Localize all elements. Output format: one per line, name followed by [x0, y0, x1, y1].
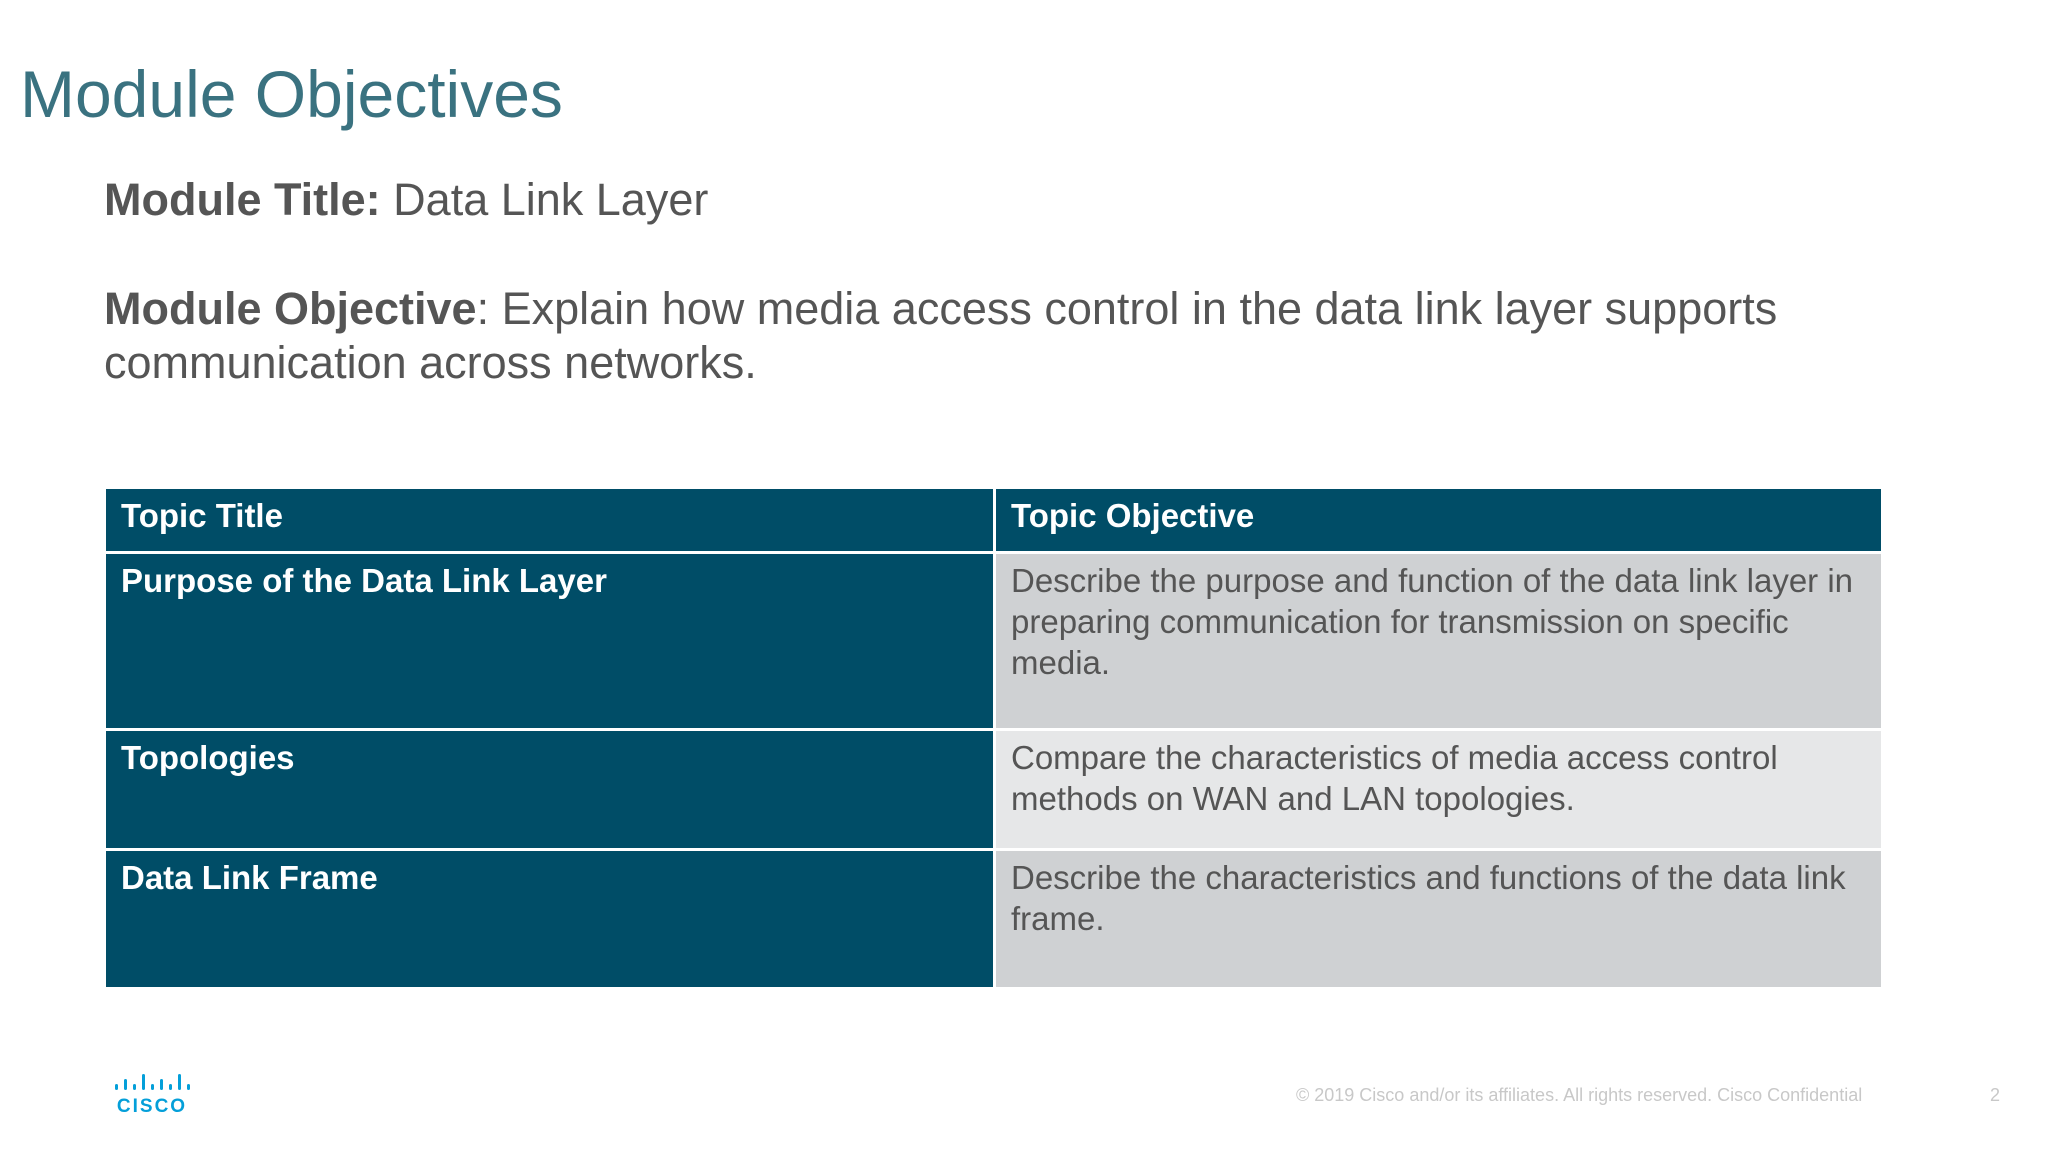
- module-title-label: Module Title:: [104, 174, 381, 225]
- module-title-value: Data Link Layer: [380, 174, 709, 225]
- topic-objective-cell: Describe the purpose and function of the data link layer in preparing communication for transmission on specific media.: [995, 553, 1883, 730]
- module-objective-value: : Explain how media access control in the data link layer supports communication across networks.: [104, 283, 1778, 388]
- topic-title-cell: Topologies: [105, 730, 995, 850]
- table-row: [105, 730, 1883, 850]
- module-title-line: [104, 173, 708, 227]
- topics-table: [103, 486, 1884, 990]
- footer-copyright: © 2019 Cisco and/or its affiliates. All rights reserved. Cisco Confidential: [1296, 1085, 1863, 1105]
- module-objective-line: [104, 282, 1884, 390]
- module-objective-label: Module Objective: [104, 283, 477, 334]
- topic-objective-cell: Describe the characteristics and functions of the data link frame.: [995, 850, 1883, 989]
- table-header-row: [105, 488, 1883, 553]
- topic-title-cell: Purpose of the Data Link Layer: [105, 553, 995, 730]
- table-row: [105, 850, 1883, 989]
- header-topic-objective: Topic Objective: [995, 488, 1883, 553]
- topic-objective-cell: Compare the characteristics of media access control methods on WAN and LAN topologies.: [995, 730, 1883, 850]
- cisco-logo-text: CISCO: [116, 1096, 188, 1116]
- slide-title: Module Objectives: [20, 57, 563, 131]
- page-number: 2: [1990, 1085, 2001, 1105]
- topic-title-cell: Data Link Frame: [105, 850, 995, 989]
- table-row: [105, 553, 1883, 730]
- header-topic-title: Topic Title: [105, 488, 995, 553]
- cisco-logo-icon: [114, 1072, 196, 1116]
